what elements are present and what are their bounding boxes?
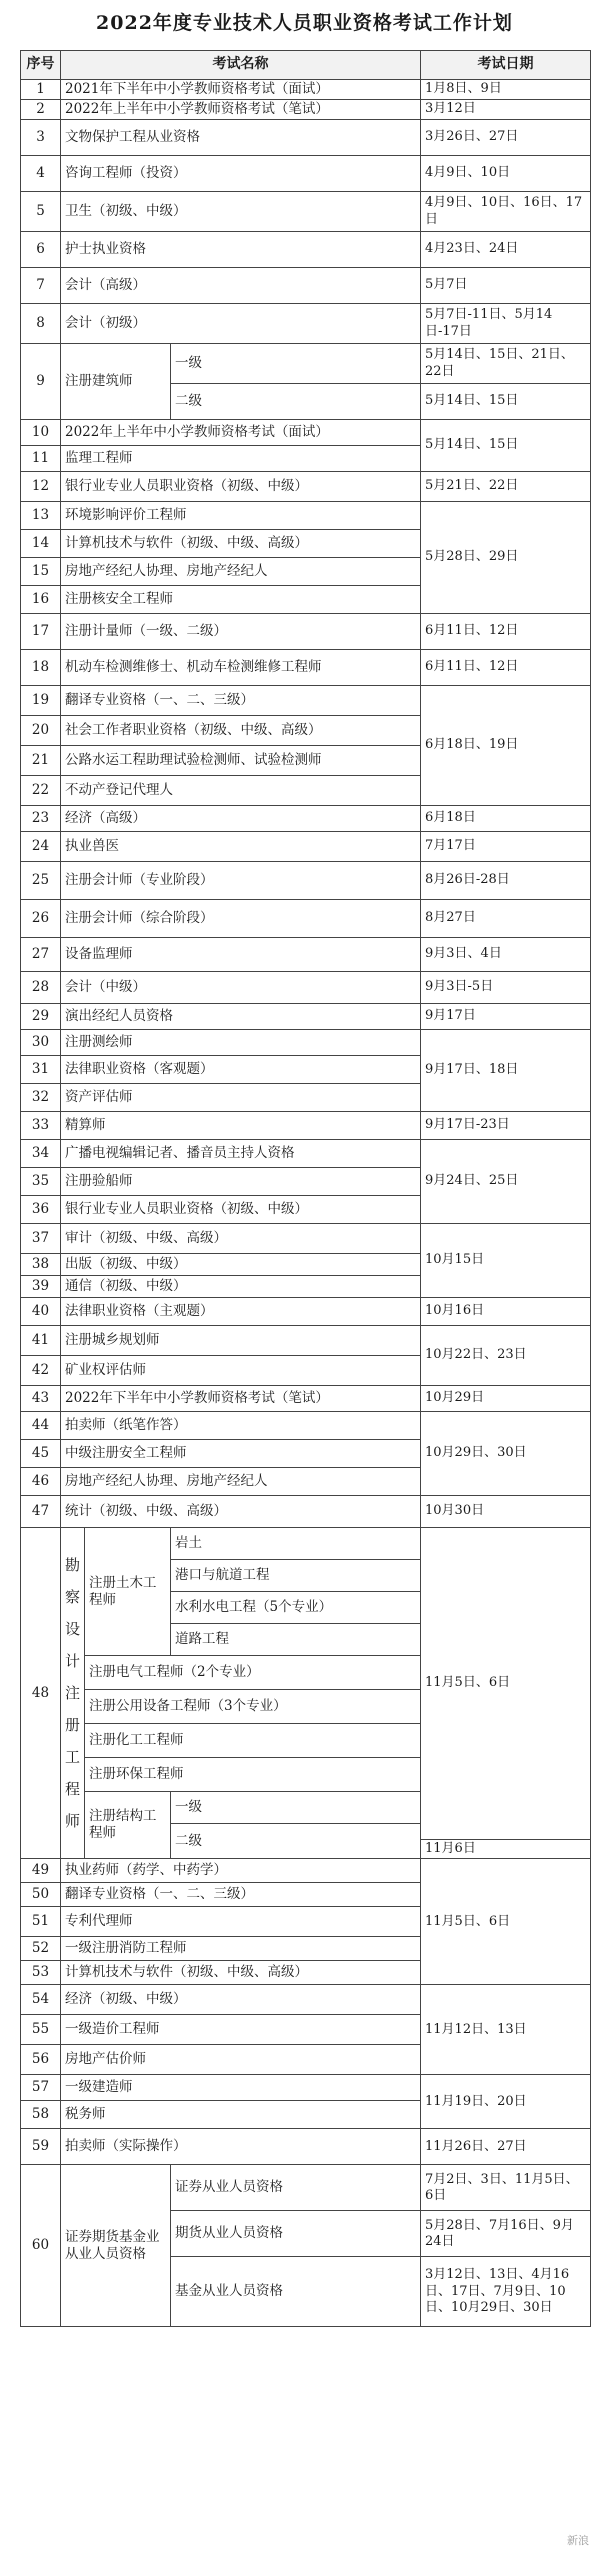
exam-name: 咨询工程师（投资）: [61, 156, 421, 192]
exam-name: 注册会计师（综合阶段）: [61, 900, 421, 938]
exam-name: 一级建造师: [61, 2075, 421, 2101]
row-no: 19: [21, 686, 61, 716]
exam-name: 一级注册消防工程师: [61, 1937, 421, 1961]
row-no: 53: [21, 1961, 61, 1985]
exam-name: 证券期货基金业从业人员资格: [61, 2165, 171, 2327]
row-no: 12: [21, 472, 61, 502]
table-row: [21, 1528, 591, 1560]
exam-name: 房地产经纪人协理、房地产经纪人: [61, 1468, 421, 1496]
row-no: 6: [21, 232, 61, 268]
exam-date: 9月17日: [421, 1004, 591, 1030]
exam-date: 10月22日、23日: [421, 1326, 591, 1386]
row-no: 1: [21, 80, 61, 100]
row-no: 7: [21, 268, 61, 304]
row-no: 4: [21, 156, 61, 192]
exam-date: 7月17日: [421, 832, 591, 862]
page-title: 2022年度专业技术人员职业资格考试工作计划: [96, 12, 513, 34]
exam-name: 卫生（初级、中级）: [61, 192, 421, 232]
exam-name: 注册环保工程师: [85, 1758, 421, 1792]
exam-date: 5月28日、29日: [421, 502, 591, 614]
exam-name: 2021年下半年中小学教师资格考试（面试）: [61, 80, 421, 100]
row-no: 26: [21, 900, 61, 938]
exam-date: 8月27日: [421, 900, 591, 938]
row-no: 58: [21, 2101, 61, 2129]
exam-name: 环境影响评价工程师: [61, 502, 421, 530]
exam-name: 公路水运工程助理试验检测师、试验检测师: [61, 746, 421, 776]
exam-date: 5月7日: [421, 268, 591, 304]
table-row: [21, 1326, 591, 1356]
exam-name: 演出经纪人员资格: [61, 1004, 421, 1030]
vertical-char: 计: [65, 1652, 81, 1671]
exam-name: 2022年上半年中小学教师资格考试（笔试）: [61, 100, 421, 120]
exam-name: 广播电视编辑记者、播音员主持人资格: [61, 1140, 421, 1168]
exam-date: 11月19日、20日: [421, 2075, 591, 2129]
table-row: [21, 1386, 591, 1412]
vertical-char: 程: [65, 1780, 81, 1799]
row-no: 59: [21, 2129, 61, 2165]
exam-name: 一级造价工程师: [61, 2015, 421, 2045]
table-row: [21, 862, 591, 900]
exam-date: 4月9日、10日、16日、17日: [421, 192, 591, 232]
row-no: 22: [21, 776, 61, 806]
exam-name: 翻译专业资格（一、二、三级）: [61, 1883, 421, 1907]
table-row: [21, 1224, 591, 1254]
exam-name: 通信（初级、中级）: [61, 1276, 421, 1298]
exam-name: 法律职业资格（主观题）: [61, 1298, 421, 1326]
exam-date: 6月18日: [421, 806, 591, 832]
row-no: 45: [21, 1440, 61, 1468]
table-row: [21, 1859, 591, 1883]
exam-name: 2022年上半年中小学教师资格考试（面试）: [61, 420, 421, 446]
table-row: [21, 972, 591, 1004]
table-row: [21, 832, 591, 862]
exam-name: 注册电气工程师（2个专业）: [85, 1656, 421, 1690]
exam-date: 3月12日: [421, 100, 591, 120]
table-row: [21, 120, 591, 156]
exam-date: 6月18日、19日: [421, 686, 591, 806]
exam-name: 矿业权评估师: [61, 1356, 421, 1386]
row-no: 55: [21, 2015, 61, 2045]
exam-date: 5月7日-11日、5月14日-17日: [421, 304, 591, 344]
exam-subname: 基金从业人员资格: [171, 2257, 421, 2327]
table-row: [21, 1004, 591, 1030]
exam-name: 计算机技术与软件（初级、中级、高级）: [61, 1961, 421, 1985]
exam-date: 5月28日、7月16日、9月24日: [421, 2211, 591, 2257]
exam-name: 银行业专业人员职业资格（初级、中级）: [61, 1196, 421, 1224]
exam-name: 注册土木工程师: [85, 1528, 171, 1656]
exam-date: 11月5日、6日: [421, 1859, 591, 1985]
exam-name: 护士执业资格: [61, 232, 421, 268]
exam-subname: 一级: [171, 344, 421, 384]
table-row: [21, 2129, 591, 2165]
row-no: 32: [21, 1084, 61, 1112]
vertical-char: 察: [65, 1588, 81, 1607]
row-no: 38: [21, 1254, 61, 1276]
exam-name: 注册城乡规划师: [61, 1326, 421, 1356]
row-no: 41: [21, 1326, 61, 1356]
exam-name: 2022年下半年中小学教师资格考试（笔试）: [61, 1386, 421, 1412]
row-no: 25: [21, 862, 61, 900]
row-no: 54: [21, 1985, 61, 2015]
header-no: 序号: [21, 51, 61, 80]
exam-name: 审计（初级、中级、高级）: [61, 1224, 421, 1254]
row-no: 15: [21, 558, 61, 586]
row-no: 37: [21, 1224, 61, 1254]
exam-name: 注册公用设备工程师（3个专业）: [85, 1690, 421, 1724]
table-row: [21, 806, 591, 832]
exam-date: 6月11日、12日: [421, 650, 591, 686]
vertical-char: 勘: [65, 1556, 81, 1575]
exam-name: 不动产登记代理人: [61, 776, 421, 806]
row-no: 11: [21, 446, 61, 472]
row-no: 8: [21, 304, 61, 344]
exam-name: 房地产估价师: [61, 2045, 421, 2075]
exam-subname: 港口与航道工程: [171, 1560, 421, 1592]
row-no: 16: [21, 586, 61, 614]
row-no: 31: [21, 1056, 61, 1084]
exam-schedule-table: [20, 50, 591, 2327]
exam-date: 1月8日、9日: [421, 80, 591, 100]
exam-date: 11月5日、6日: [421, 1528, 591, 1840]
row-no: 17: [21, 614, 61, 650]
row-no: 27: [21, 938, 61, 972]
exam-date: 6月11日、12日: [421, 614, 591, 650]
row-no: 35: [21, 1168, 61, 1196]
table-row: [21, 614, 591, 650]
row-no: 10: [21, 420, 61, 446]
exam-date: 8月26日-28日: [421, 862, 591, 900]
exam-subname: 水利水电工程（5个专业）: [171, 1592, 421, 1624]
row-no: 42: [21, 1356, 61, 1386]
row-no: 49: [21, 1859, 61, 1883]
exam-name: 中级注册安全工程师: [61, 1440, 421, 1468]
vertical-char: 册: [65, 1716, 81, 1735]
row-no: 48: [21, 1528, 61, 1859]
row-no: 56: [21, 2045, 61, 2075]
exam-date: 5月14日、15日、21日、22日: [421, 344, 591, 384]
table-row: [21, 2165, 591, 2211]
exam-date: 10月15日: [421, 1224, 591, 1298]
watermark: 新浪: [567, 2534, 589, 2547]
vertical-char: 注: [65, 1684, 81, 1703]
exam-subname: 二级: [171, 384, 421, 420]
row-no: 13: [21, 502, 61, 530]
row-no: 60: [21, 2165, 61, 2327]
exam-name: 执业药师（药学、中药学）: [61, 1859, 421, 1883]
row-no: 24: [21, 832, 61, 862]
exam-name: 注册验船师: [61, 1168, 421, 1196]
exam-group-vertical: [61, 1528, 85, 1859]
exam-date: 10月29日、30日: [421, 1412, 591, 1496]
exam-name: 会计（中级）: [61, 972, 421, 1004]
exam-name: 专利代理师: [61, 1907, 421, 1937]
exam-name: 注册核安全工程师: [61, 586, 421, 614]
row-no: 39: [21, 1276, 61, 1298]
row-no: 30: [21, 1030, 61, 1056]
exam-name: 执业兽医: [61, 832, 421, 862]
row-no: 2: [21, 100, 61, 120]
exam-name: 设备监理师: [61, 938, 421, 972]
exam-date: 9月3日-5日: [421, 972, 591, 1004]
exam-name: 精算师: [61, 1112, 421, 1140]
exam-name: 社会工作者职业资格（初级、中级、高级）: [61, 716, 421, 746]
row-no: 33: [21, 1112, 61, 1140]
exam-name: 文物保护工程从业资格: [61, 120, 421, 156]
row-no: 43: [21, 1386, 61, 1412]
header-name: 考试名称: [61, 51, 421, 80]
row-no: 50: [21, 1883, 61, 1907]
exam-name: 机动车检测维修士、机动车检测维修工程师: [61, 650, 421, 686]
row-no: 29: [21, 1004, 61, 1030]
exam-name: 经济（初级、中级）: [61, 1985, 421, 2015]
table-row: [21, 900, 591, 938]
row-no: 20: [21, 716, 61, 746]
exam-date: 5月14日、15日: [421, 384, 591, 420]
vertical-char: 师: [65, 1812, 81, 1831]
exam-name: 税务师: [61, 2101, 421, 2129]
row-no: 18: [21, 650, 61, 686]
table-row: [21, 1412, 591, 1440]
table-row: [21, 344, 591, 384]
table-row: [21, 2075, 591, 2101]
exam-name: 拍卖师（实际操作）: [61, 2129, 421, 2165]
table-row: [21, 502, 591, 530]
exam-date: 4月9日、10日: [421, 156, 591, 192]
exam-date: 10月29日: [421, 1386, 591, 1412]
row-no: 52: [21, 1937, 61, 1961]
table-row: [21, 268, 591, 304]
row-no: 34: [21, 1140, 61, 1168]
table-row: [21, 1496, 591, 1528]
exam-name: 翻译专业资格（一、二、三级）: [61, 686, 421, 716]
exam-subname: 岩土: [171, 1528, 421, 1560]
exam-date: 11月6日: [421, 1840, 591, 1859]
exam-date: 9月17日、18日: [421, 1030, 591, 1112]
table-row: [21, 938, 591, 972]
exam-name: 监理工程师: [61, 446, 421, 472]
exam-name: 注册化工工程师: [85, 1724, 421, 1758]
header-row: [21, 51, 591, 80]
table-row: [21, 80, 591, 100]
exam-date: 3月26日、27日: [421, 120, 591, 156]
table-row: [21, 1985, 591, 2015]
table-row: [21, 472, 591, 502]
exam-name: 出版（初级、中级）: [61, 1254, 421, 1276]
exam-date: 10月30日: [421, 1496, 591, 1528]
table-row: [21, 1298, 591, 1326]
exam-name: 资产评估师: [61, 1084, 421, 1112]
exam-name: 会计（初级）: [61, 304, 421, 344]
exam-subname: 证券从业人员资格: [171, 2165, 421, 2211]
row-no: 21: [21, 746, 61, 776]
table-row: [21, 1112, 591, 1140]
exam-subname: 二级: [171, 1824, 421, 1859]
exam-name: 注册建筑师: [61, 344, 171, 420]
exam-subname: 期货从业人员资格: [171, 2211, 421, 2257]
row-no: 5: [21, 192, 61, 232]
table-row: [21, 650, 591, 686]
exam-name: 注册结构工程师: [85, 1792, 171, 1859]
row-no: 40: [21, 1298, 61, 1326]
row-no: 3: [21, 120, 61, 156]
exam-name: 注册会计师（专业阶段）: [61, 862, 421, 900]
row-no: 9: [21, 344, 61, 420]
exam-date: 7月2日、3日、11月5日、6日: [421, 2165, 591, 2211]
row-no: 47: [21, 1496, 61, 1528]
row-no: 57: [21, 2075, 61, 2101]
table-row: [21, 192, 591, 232]
exam-name: 银行业专业人员职业资格（初级、中级）: [61, 472, 421, 502]
table-row: [21, 304, 591, 344]
exam-name: 会计（高级）: [61, 268, 421, 304]
row-no: 44: [21, 1412, 61, 1440]
exam-name: 统计（初级、中级、高级）: [61, 1496, 421, 1528]
row-no: 46: [21, 1468, 61, 1496]
row-no: 36: [21, 1196, 61, 1224]
row-no: 51: [21, 1907, 61, 1937]
exam-subname: 一级: [171, 1792, 421, 1824]
exam-subname: 道路工程: [171, 1624, 421, 1656]
table-row: [21, 686, 591, 716]
table-row: [21, 100, 591, 120]
table-row: [21, 420, 591, 446]
exam-date: 11月12日、13日: [421, 1985, 591, 2075]
header-date: 考试日期: [421, 51, 591, 80]
table-row: [21, 1030, 591, 1056]
vertical-char: 设: [65, 1620, 81, 1639]
vertical-char: 工: [65, 1748, 81, 1767]
exam-name: 房地产经纪人协理、房地产经纪人: [61, 558, 421, 586]
exam-date: 5月21日、22日: [421, 472, 591, 502]
row-no: 23: [21, 806, 61, 832]
exam-date: 10月16日: [421, 1298, 591, 1326]
exam-name: 注册计量师（一级、二级）: [61, 614, 421, 650]
row-no: 14: [21, 530, 61, 558]
exam-date: 9月17日-23日: [421, 1112, 591, 1140]
exam-name: 法律职业资格（客观题）: [61, 1056, 421, 1084]
exam-date: 3月12日、13日、4月16日、17日、7月9日、10日、10月29日、30日: [421, 2257, 591, 2327]
exam-date: 9月24日、25日: [421, 1140, 591, 1224]
exam-date: 5月14日、15日: [421, 420, 591, 472]
exam-name: 拍卖师（纸笔作答）: [61, 1412, 421, 1440]
exam-name: 经济（高级）: [61, 806, 421, 832]
table-row: [21, 1140, 591, 1168]
exam-name: 注册测绘师: [61, 1030, 421, 1056]
exam-date: 9月3日、4日: [421, 938, 591, 972]
exam-date: 4月23日、24日: [421, 232, 591, 268]
exam-name: 计算机技术与软件（初级、中级、高级）: [61, 530, 421, 558]
table-row: [21, 156, 591, 192]
exam-date: 11月26日、27日: [421, 2129, 591, 2165]
table-row: [21, 232, 591, 268]
row-no: 28: [21, 972, 61, 1004]
